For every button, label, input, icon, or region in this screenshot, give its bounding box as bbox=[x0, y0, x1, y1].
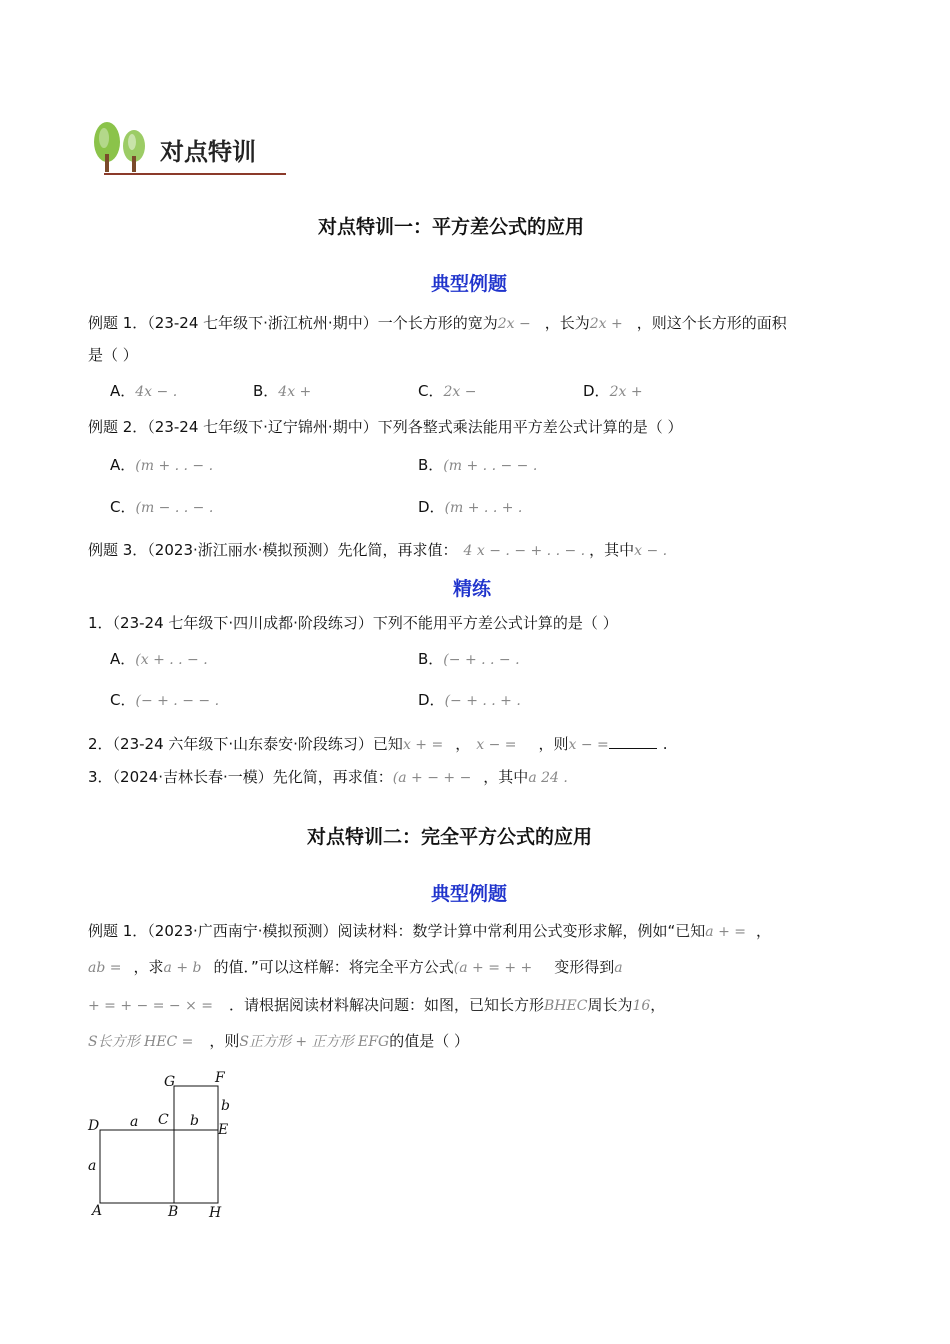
p1-option-c[interactable]: C．(− + . − − . bbox=[110, 691, 220, 709]
fig-label-a-left: a bbox=[88, 1158, 97, 1174]
ex2-option-a[interactable]: A．(m + . . − . bbox=[110, 456, 214, 474]
ex1-option-c[interactable]: C．2x − bbox=[418, 382, 477, 400]
section1-practice-heading: 精练 bbox=[453, 578, 492, 600]
ex1-math1: 2x − bbox=[497, 316, 531, 332]
ex2-option-b[interactable]: B．(m + . . − − . bbox=[418, 456, 538, 474]
section1-typical-heading: 典型例题 bbox=[431, 273, 508, 295]
ex1-tail: ，则这个长方形的面积 bbox=[636, 314, 787, 332]
banner-underline bbox=[104, 173, 286, 175]
banner bbox=[90, 118, 290, 178]
ex1-math2: 2x + bbox=[589, 316, 623, 332]
p3-line: 3．（2024·吉林长春·一模）先化简，再求值：(a + − + − ，其中a 24 . bbox=[88, 768, 568, 786]
rect-bhec bbox=[174, 1130, 218, 1203]
fig-label-a: A bbox=[92, 1203, 103, 1219]
p1-option-d[interactable]: D．(− + . . + . bbox=[418, 691, 521, 709]
section2-title: 对点特训二：完全平方公式的应用 bbox=[307, 826, 593, 848]
section2-typical-heading: 典型例题 bbox=[431, 883, 508, 905]
p1-question: 1．（23-24 七年级下·四川成都·阶段练习）下列不能用平方差公式计算的是（ ） bbox=[88, 614, 618, 632]
fig-label-g: G bbox=[164, 1074, 176, 1090]
ex1-option-d[interactable]: D．2x + bbox=[583, 382, 643, 400]
section1-title: 对点特训一：平方差公式的应用 bbox=[318, 216, 585, 238]
ex3-line: 例题 3．（2023·浙江丽水·模拟预测）先化简，再求值： 4 x − . − + . . − . ，其中x − . bbox=[88, 541, 668, 559]
p1-option-b[interactable]: B．(− + . . − . bbox=[418, 650, 520, 668]
s2-ex1-line2: ab = ，求a + b 的值．”可以这样解：将完全平方公式(a + = + + 变形得到a bbox=[88, 958, 623, 976]
s2-ex1-line4: S长方形 HEC = ，则S正方形 + 正方形 EFG的值是（ ） bbox=[88, 1032, 469, 1050]
ex2-option-c[interactable]: C．(m − . . − . bbox=[110, 498, 214, 516]
fig-label-h: H bbox=[209, 1205, 222, 1221]
fig-label-e: E bbox=[218, 1122, 229, 1138]
ex1-mid: ，长为 bbox=[544, 314, 590, 332]
ex1-prefix: 例题 1．（23-24 七年级下·浙江杭州·期中）一个长方形的宽为 bbox=[88, 314, 498, 332]
p1-option-a[interactable]: A．(x + . . − . bbox=[110, 650, 208, 668]
ex1-option-a[interactable]: A．4x − . bbox=[110, 382, 178, 400]
fig-label-d: D bbox=[88, 1118, 100, 1134]
fig-label-a-top: a bbox=[130, 1114, 139, 1130]
ex1-line2: 是（ ） bbox=[88, 346, 138, 364]
fig-label-b-right: b bbox=[221, 1098, 230, 1114]
rect-abcd bbox=[100, 1130, 174, 1203]
ex2-option-d[interactable]: D．(m + . . + . bbox=[418, 498, 523, 516]
s2-ex1-line1: 例题 1．（2023·广西南宁·模拟预测）阅读材料：数学计算中常利用公式变形求解，例如“已知a + = ， bbox=[88, 922, 772, 940]
fig-label-f: F bbox=[215, 1070, 225, 1086]
ex1-line1 bbox=[88, 316, 787, 331]
ex2-question: 例题 2．（23-24 七年级下·辽宁锦州·期中）下列各整式乘法能用平方差公式计算的是（ ） bbox=[88, 418, 683, 436]
p2-line: 2．（23-24 六年级下·山东泰安·阶段练习）已知x + = ， x − = ，则x − = . bbox=[88, 735, 668, 753]
tree-icon bbox=[90, 118, 160, 174]
s2-ex1-line3: + = + − = − × = ．请根据阅读材料解决问题：如图，已知长方形BHEC周长为16， bbox=[88, 996, 666, 1014]
fig-label-b-mid: b bbox=[190, 1113, 199, 1129]
fig-label-b: B bbox=[168, 1204, 179, 1220]
banner-title: 对点特训 bbox=[160, 138, 256, 166]
p2-answer-blank[interactable] bbox=[609, 734, 657, 749]
fig-label-c: C bbox=[158, 1112, 169, 1128]
ex1-option-b[interactable]: B．4x + bbox=[253, 382, 312, 400]
